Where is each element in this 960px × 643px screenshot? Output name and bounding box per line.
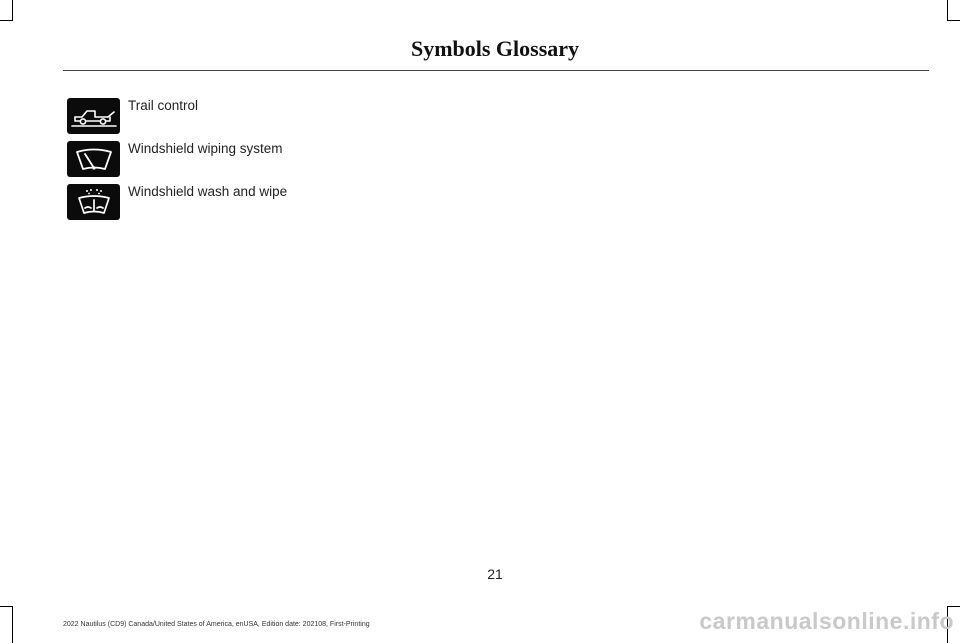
crop-mark — [947, 0, 948, 20]
watermark: carmanualsonline.info — [699, 608, 954, 634]
trail-control-icon — [67, 98, 120, 134]
crop-mark — [12, 606, 13, 643]
crop-mark — [947, 20, 960, 21]
crop-mark — [0, 606, 13, 607]
entry-label: Windshield wiping system — [128, 141, 283, 156]
page-number: 21 — [487, 566, 503, 582]
crop-mark — [12, 0, 13, 20]
edition-footer: 2022 Nautilus (CD9) Canada/United States of America, enUSA, Edition date: 202108, First-Printing — [63, 621, 370, 628]
crop-mark — [947, 606, 960, 607]
windshield-wash-wipe-icon — [67, 184, 120, 220]
header-rule — [63, 70, 929, 71]
entry-label: Windshield wash and wipe — [128, 184, 288, 199]
crop-mark — [0, 20, 13, 21]
page-title: Symbols Glossary — [410, 36, 580, 61]
windshield-wiper-icon — [67, 141, 120, 177]
entry-label: Trail control — [128, 98, 199, 113]
